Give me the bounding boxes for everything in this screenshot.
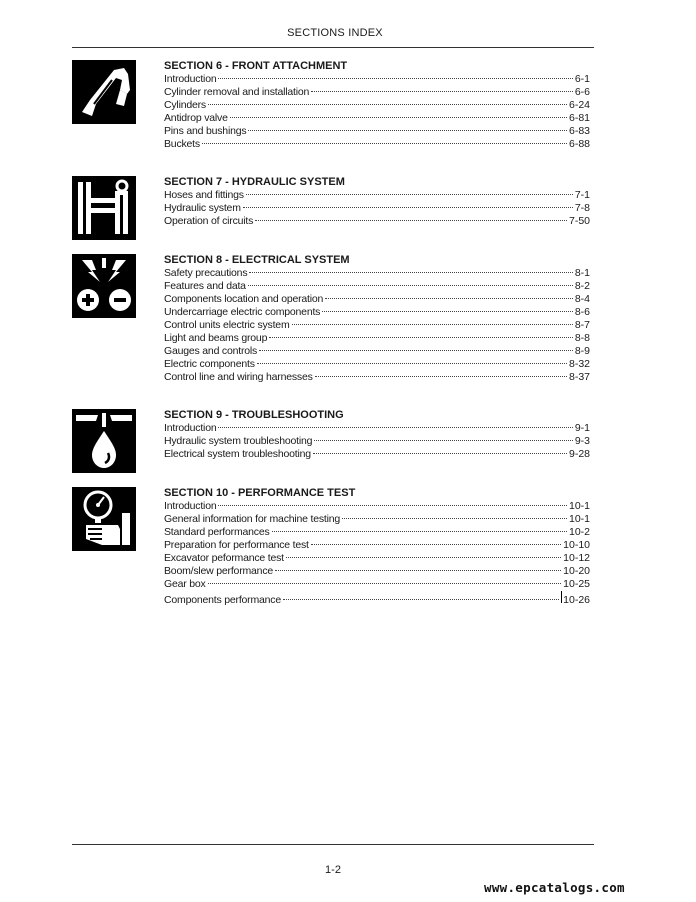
dot-leader xyxy=(311,544,561,545)
toc-entry-page: 9-28 xyxy=(568,448,590,460)
toc-entry-label: Boom/slew performance xyxy=(164,565,274,577)
toc-entry[interactable] xyxy=(164,513,590,526)
oil-drop-leak-icon xyxy=(72,409,136,473)
toc-entry[interactable] xyxy=(164,215,590,228)
toc-entry-page: 8-6 xyxy=(574,306,590,318)
toc-entry-label: Introduction xyxy=(164,422,217,434)
toc-entry[interactable] xyxy=(164,345,590,358)
dot-leader xyxy=(283,599,559,600)
electrical-lightning-icon xyxy=(72,254,136,318)
dot-leader xyxy=(243,207,573,208)
toc-entry-label: Electrical system troubleshooting xyxy=(164,448,311,460)
section-title: SECTION 6 - FRONT ATTACHMENT xyxy=(164,60,348,72)
toc-entry-page: 6-6 xyxy=(574,86,590,98)
toc-entry-page: 6-81 xyxy=(568,112,590,124)
toc-entry-page: 8-4 xyxy=(574,293,590,305)
dot-leader xyxy=(286,557,561,558)
toc-entry-label: Safety precautions xyxy=(164,267,248,279)
excavator-arm-icon xyxy=(72,60,136,124)
toc-entry-label: Excavator peformance test xyxy=(164,552,284,564)
toc-entry-page: 8-32 xyxy=(568,358,590,370)
dot-leader xyxy=(259,350,573,351)
dot-leader xyxy=(292,324,573,325)
toc-entry-label: Operation of circuits xyxy=(164,215,254,227)
toc-entry[interactable] xyxy=(164,73,590,86)
footer-rule xyxy=(72,844,594,845)
toc-entry-label: Cylinders xyxy=(164,99,206,111)
toc-entry-label: Gauges and controls xyxy=(164,345,258,357)
toc-entry[interactable] xyxy=(164,125,590,138)
section-title: SECTION 8 - ELECTRICAL SYSTEM xyxy=(164,254,350,266)
toc-entry-label: Pins and bushings xyxy=(164,125,247,137)
dot-leader xyxy=(208,583,562,584)
toc-entry[interactable] xyxy=(164,306,590,319)
dot-leader xyxy=(218,427,572,428)
dot-leader xyxy=(311,91,573,92)
dot-leader xyxy=(322,311,573,312)
toc-entry-page: 7-8 xyxy=(574,202,590,214)
toc-entry[interactable] xyxy=(164,500,590,513)
toc-entry[interactable] xyxy=(164,267,590,280)
toc-entry-label: Hydraulic system troubleshooting xyxy=(164,435,313,447)
dot-leader xyxy=(313,453,567,454)
page-title: SECTIONS INDEX xyxy=(287,27,383,39)
toc-entry[interactable] xyxy=(164,138,590,151)
toc-entry-page: 10-2 xyxy=(568,526,590,538)
dot-leader xyxy=(257,363,567,364)
toc-entry-page: 10-20 xyxy=(563,565,590,577)
dot-leader xyxy=(314,440,573,441)
toc-entry-label: Light and beams group xyxy=(164,332,268,344)
toc-entry[interactable] xyxy=(164,578,590,591)
toc-entry-page: 6-83 xyxy=(568,125,590,137)
dot-leader xyxy=(246,194,573,195)
toc-entry-label: Cylinder removal and installation xyxy=(164,86,310,98)
dot-leader xyxy=(230,117,567,118)
dot-leader xyxy=(269,337,573,338)
dot-leader xyxy=(208,104,567,105)
toc-entry[interactable] xyxy=(164,552,590,565)
toc-entry-page: 6-88 xyxy=(568,138,590,150)
dot-leader xyxy=(248,285,573,286)
watermark-text: www.epcatalogs.com xyxy=(484,880,625,895)
toc-entry[interactable] xyxy=(164,280,590,293)
toc-entry-label: Gear box xyxy=(164,578,206,590)
toc-entry-label: Undercarriage electric components xyxy=(164,306,321,318)
toc-entry-label: Introduction xyxy=(164,500,217,512)
toc-entry-page: 8-2 xyxy=(574,280,590,292)
toc-entry[interactable] xyxy=(164,189,590,202)
dot-leader xyxy=(275,570,561,571)
section-title: SECTION 9 - TROUBLESHOOTING xyxy=(164,409,344,421)
toc-entry-label: Control units electric system xyxy=(164,319,290,331)
toc-entry[interactable] xyxy=(164,319,590,332)
toc-entry-label: Buckets xyxy=(164,138,200,150)
toc-entry[interactable] xyxy=(164,448,590,461)
toc-entry-page: 8-8 xyxy=(574,332,590,344)
toc-entry-page: 10-10 xyxy=(563,539,590,551)
toc-entry[interactable] xyxy=(164,293,590,306)
toc-entry-page: 6-1 xyxy=(574,73,590,85)
toc-entry-page: 10-1 xyxy=(568,500,590,512)
toc-entry[interactable] xyxy=(164,539,590,552)
toc-entry-label: Introduction xyxy=(164,73,217,85)
toc-entry[interactable] xyxy=(164,202,590,215)
toc-entry[interactable] xyxy=(164,371,590,384)
header-rule xyxy=(72,47,594,48)
page-number: 1-2 xyxy=(325,864,341,876)
toc-entry-page: 10-25 xyxy=(563,578,590,590)
toc-entry-page: 8-7 xyxy=(574,319,590,331)
section-title: SECTION 7 - HYDRAULIC SYSTEM xyxy=(164,176,345,188)
dot-leader xyxy=(272,531,567,532)
gauge-hand-icon xyxy=(72,487,136,551)
toc-entry-page: 10-12 xyxy=(563,552,590,564)
toc-entry-page: 8-37 xyxy=(568,371,590,383)
toc-entry-page: 10-1 xyxy=(568,513,590,525)
toc-entry-page: 8-9 xyxy=(574,345,590,357)
toc-entry-page: 9-3 xyxy=(574,435,590,447)
toc-entry-label: Components performance xyxy=(164,594,281,606)
dot-leader xyxy=(342,518,567,519)
dot-leader xyxy=(255,220,567,221)
toc-entry-page: 9-1 xyxy=(574,422,590,434)
toc-entry[interactable] xyxy=(164,591,590,604)
toc-entry-page: 10-26 xyxy=(563,594,590,606)
toc-entry[interactable] xyxy=(164,112,590,125)
toc-entry-page: 7-50 xyxy=(568,215,590,227)
toc-entry[interactable] xyxy=(164,526,590,539)
dot-leader xyxy=(325,298,573,299)
toc-entry-page: 6-24 xyxy=(568,99,590,111)
toc-entry[interactable] xyxy=(164,565,590,578)
toc-entry-label: Standard performances xyxy=(164,526,270,538)
toc-entry-label: Control line and wiring harnesses xyxy=(164,371,313,383)
toc-entry-label: Hoses and fittings xyxy=(164,189,244,201)
dot-leader xyxy=(248,130,567,131)
toc-entry[interactable] xyxy=(164,358,590,371)
section-title: SECTION 10 - PERFORMANCE TEST xyxy=(164,487,356,499)
dot-leader xyxy=(202,143,567,144)
toc-entry[interactable] xyxy=(164,422,590,435)
toc-entry[interactable] xyxy=(164,332,590,345)
toc-entry-label: Features and data xyxy=(164,280,246,292)
toc-entry[interactable] xyxy=(164,435,590,448)
hydraulic-circuit-icon xyxy=(72,176,136,240)
dot-leader xyxy=(218,78,572,79)
toc-entry-page: 8-1 xyxy=(574,267,590,279)
text-cursor xyxy=(561,591,562,603)
toc-entry-label: Hydraulic system xyxy=(164,202,241,214)
toc-entry-label: Components location and operation xyxy=(164,293,324,305)
dot-leader xyxy=(218,505,567,506)
toc-entry-label: Preparation for performance test xyxy=(164,539,309,551)
dot-leader xyxy=(315,376,567,377)
dot-leader xyxy=(249,272,572,273)
toc-entry-label: Electric components xyxy=(164,358,255,370)
toc-entry[interactable] xyxy=(164,99,590,112)
toc-entry[interactable] xyxy=(164,86,590,99)
toc-entry-label: Antidrop valve xyxy=(164,112,228,124)
toc-entry-label: General information for machine testing xyxy=(164,513,341,525)
toc-entry-page: 7-1 xyxy=(574,189,590,201)
